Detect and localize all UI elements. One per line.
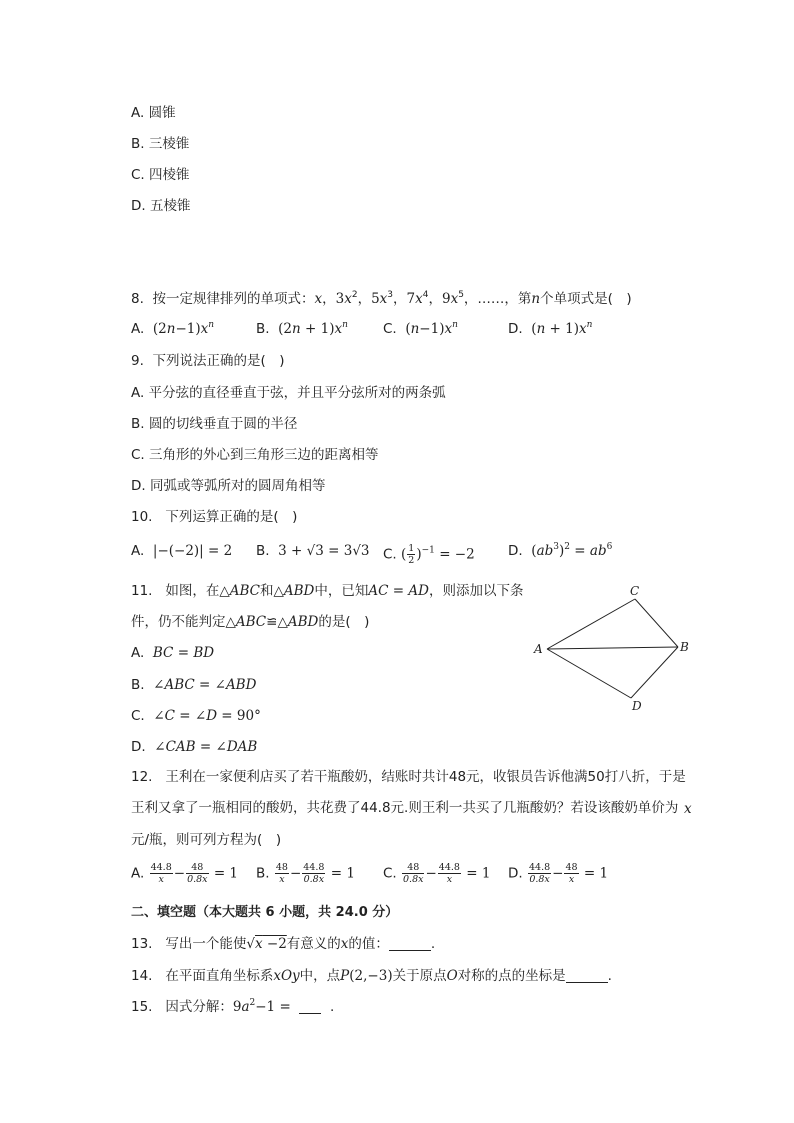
section-2-heading: 二、填空题（本大题共 6 小题，共 24.0 分）: [131, 905, 399, 920]
q10-option-c: C. ( $\frac{1}{2}$ )$^{-1}$ = −2: [383, 543, 475, 566]
q15-answer-blank[interactable]: [299, 999, 321, 1014]
q12-line3: 元/瓶，则可列方程为( ): [131, 832, 282, 848]
segment-db: [631, 647, 678, 698]
q11-stem-line2: 件，仍不能判定△ABC≌△ABD的是( ): [131, 614, 370, 630]
label-c: C: [630, 584, 640, 598]
q15-stem: 15. 因式分解：$9a^2-1$ = .: [131, 998, 335, 1015]
segment-ad: [547, 649, 631, 698]
q10-option-d: D. $(ab^3)^2 = ab^6$: [508, 542, 613, 559]
label-d: D: [632, 699, 642, 713]
q8-option-b: B. $(2n + 1)x^n$: [256, 320, 348, 337]
q12-option-d: D. $\frac{44.8}{0.8x}$ − $\frac{48}{x}$ = 1: [508, 862, 609, 885]
q12-line1: 12. 王利在一家便利店买了若干瓶酸奶，结账时共计48元，收银员告诉他满50打八折，于是: [131, 769, 686, 785]
q8-option-c: C. $(n-1)x^n$: [383, 320, 458, 337]
q9-option-b: B. 圆的切线垂直于圆的半径: [131, 416, 298, 432]
q7-option-c: C. 四棱锥: [131, 167, 190, 183]
q11-stem-line1: 11. 如图，在△ABC和△ABD中，已知AC = AD，则添加以下条: [131, 583, 524, 599]
q14-stem: 14. 在平面直角坐标系xOy中，点P(2,−3)关于原点O对称的点的坐标是 .: [131, 968, 612, 984]
segment-ab: [547, 647, 678, 649]
q9-option-c: C. 三角形的外心到三角形三边的距离相等: [131, 447, 379, 463]
q7-option-b: B. 三棱锥: [131, 136, 190, 152]
q10-option-a: A. |−(−2)| = 2: [131, 543, 233, 559]
q14-answer-blank[interactable]: [566, 968, 608, 983]
q13-answer-blank[interactable]: [389, 936, 431, 951]
q12-line2: 王利又拿了一瓶相同的酸奶，共花费了44.8元.则王利一共买了几瓶酸奶？若设该酸奶单价为: [131, 800, 679, 816]
q11-figure: [528, 578, 698, 714]
q11-option-d: D. ∠CAB = ∠DAB: [131, 739, 258, 755]
q11-option-a: A. BC = BD: [131, 645, 215, 661]
q9-option-a: A. 平分弦的直径垂直于弦，并且平分弦所对的两条弧: [131, 385, 446, 401]
q11-option-c: C. ∠C = ∠D = 90°: [131, 708, 261, 724]
q12-variable-x: x: [684, 801, 692, 817]
q7-option-a: A. 圆锥: [131, 105, 176, 121]
q9-stem: 9. 下列说法正确的是( ): [131, 353, 285, 369]
label-b: B: [680, 640, 689, 654]
label-a: A: [534, 642, 543, 656]
q9-option-d: D. 同弧或等弧所对的圆周角相等: [131, 478, 326, 494]
q12-option-b: B. $\frac{48}{x}$ − $\frac{44.8}{0.8x}$ = 1: [256, 862, 355, 885]
q11-option-b: B. ∠ABC = ∠ABD: [131, 677, 257, 693]
q7-option-d: D. 五棱锥: [131, 198, 191, 214]
q13-stem: 13. 写出一个能使√x −2有意义的x的值： .: [131, 936, 436, 952]
q12-option-a: A. $\frac{44.8}{x}$ − $\frac{48}{0.8x}$ = 1: [131, 862, 239, 885]
segment-ac: [547, 599, 635, 649]
q8-stem: 8. 按一定规律排列的单项式：x，$3x^2$，$5x^3$，$7x^4$，$9x^5$，……，第n个单项式是( ): [131, 290, 632, 307]
q10-stem: 10. 下列运算正确的是( ): [131, 509, 298, 525]
q8-option-d: D. $(n + 1)x^n$: [508, 320, 593, 337]
q10-option-b: B. 3 + √3 = 3√3: [256, 543, 370, 559]
q12-option-c: C. $\frac{48}{0.8x}$ − $\frac{44.8}{x}$ = 1: [383, 862, 491, 885]
q8-option-a: A. $(2n-1)x^n$: [131, 320, 215, 337]
segment-cb: [635, 599, 678, 647]
